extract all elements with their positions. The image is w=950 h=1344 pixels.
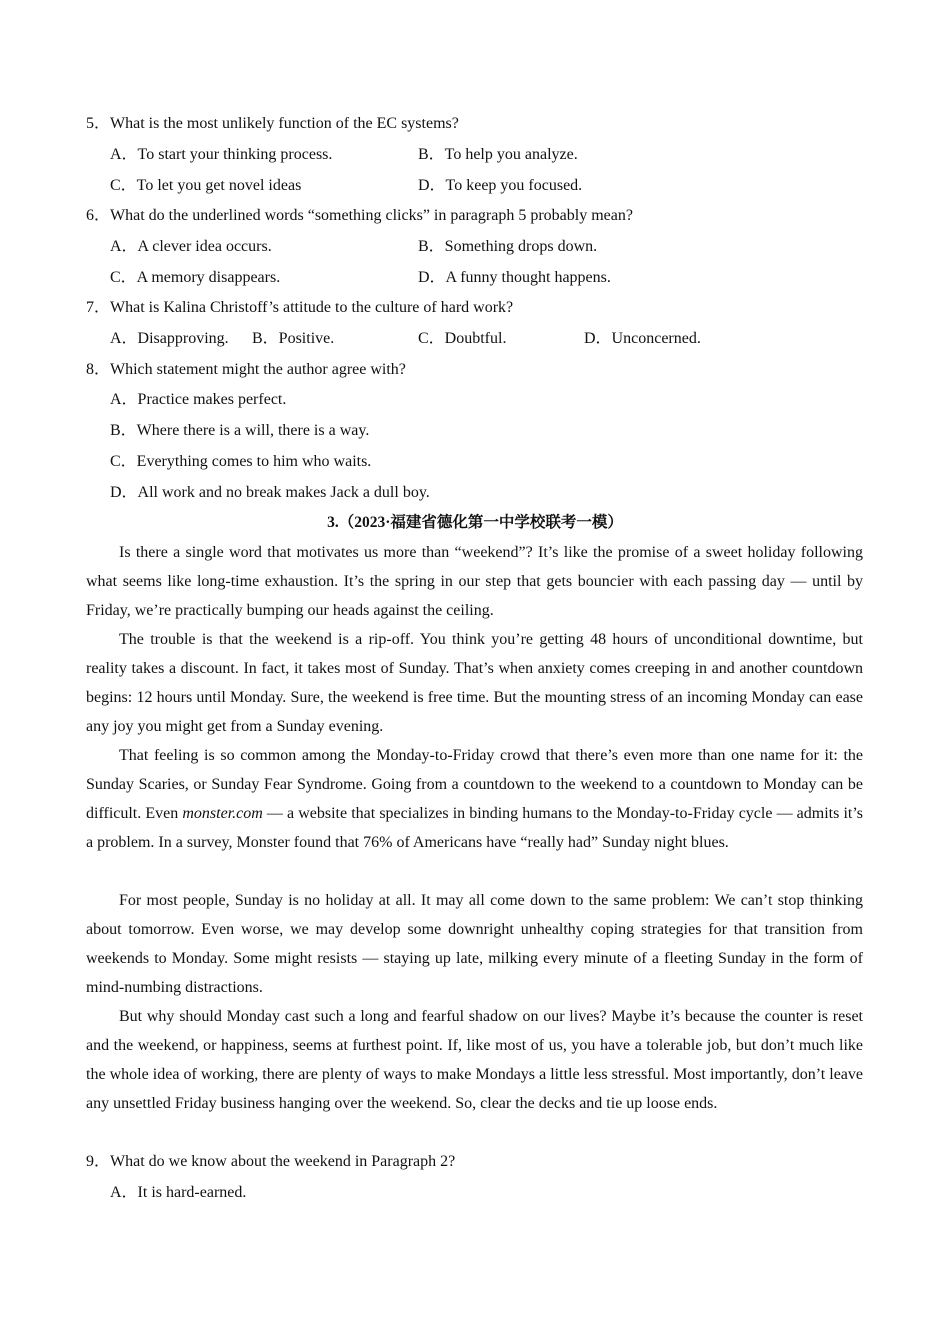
question-7-option-d: D．Unconcerned. <box>584 330 701 347</box>
question-5-option-c: C．To let you get novel ideas <box>110 177 302 194</box>
passage-paragraph-2: The trouble is that the weekend is a rip-off. You think you’re getting 48 hours of unconditional downtime, but reality takes a discount. In fact, it takes most of Sunday. That’s when anxiety comes creeping in and another countdown begins: 12 hours until Monday. Sure, the weekend is free time. But the mounting stress of an incoming Monday can ease any joy you might get from a Sunday evening. <box>86 631 863 735</box>
question-5: 5．What is the most unlikely function of the EC systems? <box>86 115 459 132</box>
question-5-option-a: A．To start your thinking process. <box>110 146 333 163</box>
section-title: 3.（2023·福建省德化第一中学校联考一模） <box>327 514 623 531</box>
question-8-option-a: A．Practice makes perfect. <box>110 391 287 408</box>
question-8-option-d: D．All work and no break makes Jack a dull boy. <box>110 484 430 501</box>
passage-paragraph-4: For most people, Sunday is no holiday at all. It may all come down to the same problem: We can’t stop thinking about tomorrow. Even worse, we may develop some downright unhealthy coping strategies for that transition from weekends to Monday. Some might resists — staying up late, milking every minute of a fleeting Sunday in the form of mind-numbing distractions. <box>86 892 863 996</box>
question-7: 7．What is Kalina Christoff’s attitude to the culture of hard work? <box>86 299 514 316</box>
question-6-option-c: C．A memory disappears. <box>110 269 281 286</box>
passage-paragraph-1: Is there a single word that motivates us more than “weekend”? It’s like the promise of a sweet holiday following what seems like long-time exhaustion. It’s the spring in our step that gets bouncier with each passing day — until by Friday, we’re practically bumping our heads against the ceiling. <box>86 544 863 619</box>
website-name: monster.com <box>182 805 263 822</box>
question-8: 8．Which statement might the author agree with? <box>86 361 406 378</box>
question-6-option-b: B．Something drops down. <box>418 238 598 255</box>
question-5-option-b: B．To help you analyze. <box>418 146 578 163</box>
question-5-option-d: D．To keep you focused. <box>418 177 583 194</box>
paragraph-3-text-after: — a website that specializes in binding humans to the Monday-to-Friday cycle — admits it’s a problem. In a survey, Monster found that 76% of Americans have “really had” Sunday night blues. <box>86 805 864 851</box>
question-7-option-a: A．Disapproving. <box>110 330 229 347</box>
question-8-option-b: B．Where there is a will, there is a way. <box>110 422 370 439</box>
passage-paragraph-5: But why should Monday cast such a long and fearful shadow on our lives? Maybe it’s because the counter is reset and the weekend, or happiness, seems at furthest point. If, like most of us, you have a tolerable job, but don’t much like the whole idea of working, there are plenty of ways to make Mondays a little less stressful. Most importantly, don’t leave any unsettled Friday business hanging over the weekend. So, clear the decks and tie up loose ends. <box>86 1008 863 1112</box>
question-7-option-b: B．Positive. <box>252 330 335 347</box>
question-8-option-c: C．Everything comes to him who waits. <box>110 453 372 470</box>
question-6-option-d: D．A funny thought happens. <box>418 269 611 286</box>
passage-paragraph-3 <box>86 741 863 857</box>
question-7-option-c: C．Doubtful. <box>418 330 507 347</box>
question-9-option-a: A．It is hard-earned. <box>110 1184 247 1201</box>
paragraph-3-text-before: That feeling is so common among the Monday-to-Friday crowd that there’s even more than one name for it: the Sunday Scaries, or Sunday Fear Syndrome. Going from a countdown to the weekend to a countdown to Monday can be difficult. Even <box>86 747 863 822</box>
question-9: 9．What do we know about the weekend in Paragraph 2? <box>86 1153 456 1170</box>
question-6: 6．What do the underlined words “something clicks” in paragraph 5 probably mean? <box>86 207 633 224</box>
question-6-option-a: A．A clever idea occurs. <box>110 238 272 255</box>
